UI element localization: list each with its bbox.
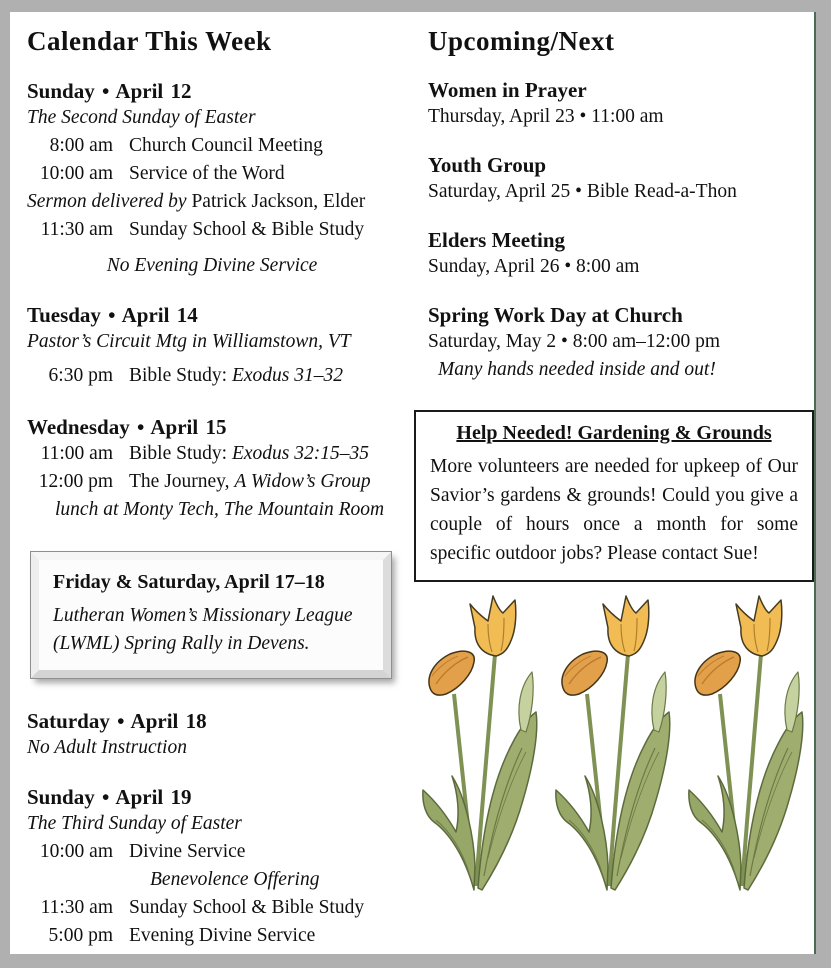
event-time: 8:00 am xyxy=(49,135,113,156)
upcoming-item-detail: Sunday, April 26 • 8:00 am xyxy=(428,256,640,277)
tulip-cluster-2 xyxy=(556,596,670,890)
schedule-row xyxy=(27,922,419,950)
event-title: Bible Study: xyxy=(129,365,232,386)
schedule-row xyxy=(27,216,419,244)
event-time: 10:00 am xyxy=(39,841,113,862)
event-time: 6:30 pm xyxy=(48,365,113,386)
sermon-speaker: Patrick Jackson, Elder xyxy=(186,191,366,212)
upcoming-item-heading: Spring Work Day at Church xyxy=(428,303,683,327)
day-subtitle: The Third Sunday of Easter xyxy=(27,813,242,834)
upcoming-item-detail: Thursday, April 23 • 11:00 am xyxy=(428,106,664,127)
no-service-note: No Evening Divine Service xyxy=(106,255,318,276)
day-heading-sunday-april-19: Sunday • April 19 xyxy=(27,785,192,809)
lwml-box-heading: Friday & Saturday, April 17–18 xyxy=(53,571,325,593)
right-edge-rule xyxy=(814,12,816,954)
day-heading-tuesday-april-14: Tuesday • April 14 xyxy=(27,303,198,327)
upcoming-item-heading: Women in Prayer xyxy=(428,78,587,102)
help-box-body: More volunteers are needed for upkeep of Our Savior’s gardens & grounds! Could you give a couple of hours once a month for some specific outdoor jobs? Please contact Sue! xyxy=(430,456,798,564)
benevolence-offering-note: Benevolence Offering xyxy=(150,869,320,890)
calendar-column xyxy=(27,12,419,950)
day-heading-saturday-april-18: Saturday • April 18 xyxy=(27,709,207,733)
tulips-illustration xyxy=(416,594,814,894)
event-time: 10:00 am xyxy=(39,163,113,184)
event-title-italic: Exodus 31–32 xyxy=(231,365,343,386)
event-title: Divine Service xyxy=(129,841,246,862)
upcoming-item-heading: Youth Group xyxy=(428,153,547,177)
event-time: 11:30 am xyxy=(40,219,113,240)
event-continuation: lunch at Monty Tech, The Mountain Room xyxy=(55,499,385,520)
upcoming-item-detail: Saturday, April 25 • Bible Read-a-Thon xyxy=(428,181,737,202)
page-content xyxy=(10,12,816,954)
upcoming-item xyxy=(428,302,812,384)
upcoming-item-note: Many hands needed inside and out! xyxy=(438,359,716,380)
day-subtitle: No Adult Instruction xyxy=(27,737,187,758)
day-subtitle: The Second Sunday of Easter xyxy=(27,107,256,128)
lwml-rally-box xyxy=(31,552,391,678)
event-time: 5:00 pm xyxy=(48,925,113,946)
event-title-italic: A Widow’s Group xyxy=(234,471,371,492)
upcoming-item-detail: Saturday, May 2 • 8:00 am–12:00 pm xyxy=(428,331,721,352)
schedule-row xyxy=(27,362,419,390)
upcoming-item xyxy=(428,152,812,206)
lwml-box-body: Lutheran Women’s Missionary League (LWML) Spring Rally in Devens. xyxy=(53,605,353,654)
upcoming-column xyxy=(428,12,812,894)
tulip-cluster-3 xyxy=(689,596,803,890)
tulips-svg xyxy=(416,594,814,894)
help-needed-box xyxy=(414,410,814,582)
sermon-line xyxy=(27,188,419,216)
day-subtitle: Pastor’s Circuit Mtg in Williamstown, VT xyxy=(27,331,351,352)
schedule-row xyxy=(27,160,419,188)
calendar-title: Calendar This Week xyxy=(27,26,272,56)
upcoming-item xyxy=(428,77,812,131)
event-title: Sunday School & Bible Study xyxy=(129,219,365,240)
schedule-row xyxy=(27,132,419,160)
upcoming-item xyxy=(428,227,812,281)
schedule-row xyxy=(27,468,419,496)
event-time: 11:00 am xyxy=(40,443,113,464)
event-title: The Journey, xyxy=(129,471,235,492)
event-title: Service of the Word xyxy=(129,163,285,184)
day-heading-wednesday-april-15: Wednesday • April 15 xyxy=(27,415,227,439)
schedule-row xyxy=(27,440,419,468)
day-heading-sunday-april-12: Sunday • April 12 xyxy=(27,79,192,103)
schedule-row xyxy=(27,894,419,922)
sermon-label: Sermon delivered by xyxy=(27,191,187,212)
event-time: 12:00 pm xyxy=(38,471,113,492)
event-title: Sunday School & Bible Study xyxy=(129,897,365,918)
event-title: Evening Divine Service xyxy=(129,925,316,946)
upcoming-title: Upcoming/Next xyxy=(428,26,615,56)
event-title-italic: Exodus 32:15–35 xyxy=(231,443,369,464)
schedule-row xyxy=(27,838,419,866)
event-time: 11:30 am xyxy=(40,897,113,918)
event-title: Church Council Meeting xyxy=(129,135,323,156)
event-title: Bible Study: xyxy=(129,443,232,464)
help-box-title: Help Needed! Gardening & Grounds xyxy=(456,422,772,444)
tulip-cluster-1 xyxy=(423,596,537,890)
upcoming-item-heading: Elders Meeting xyxy=(428,228,566,252)
